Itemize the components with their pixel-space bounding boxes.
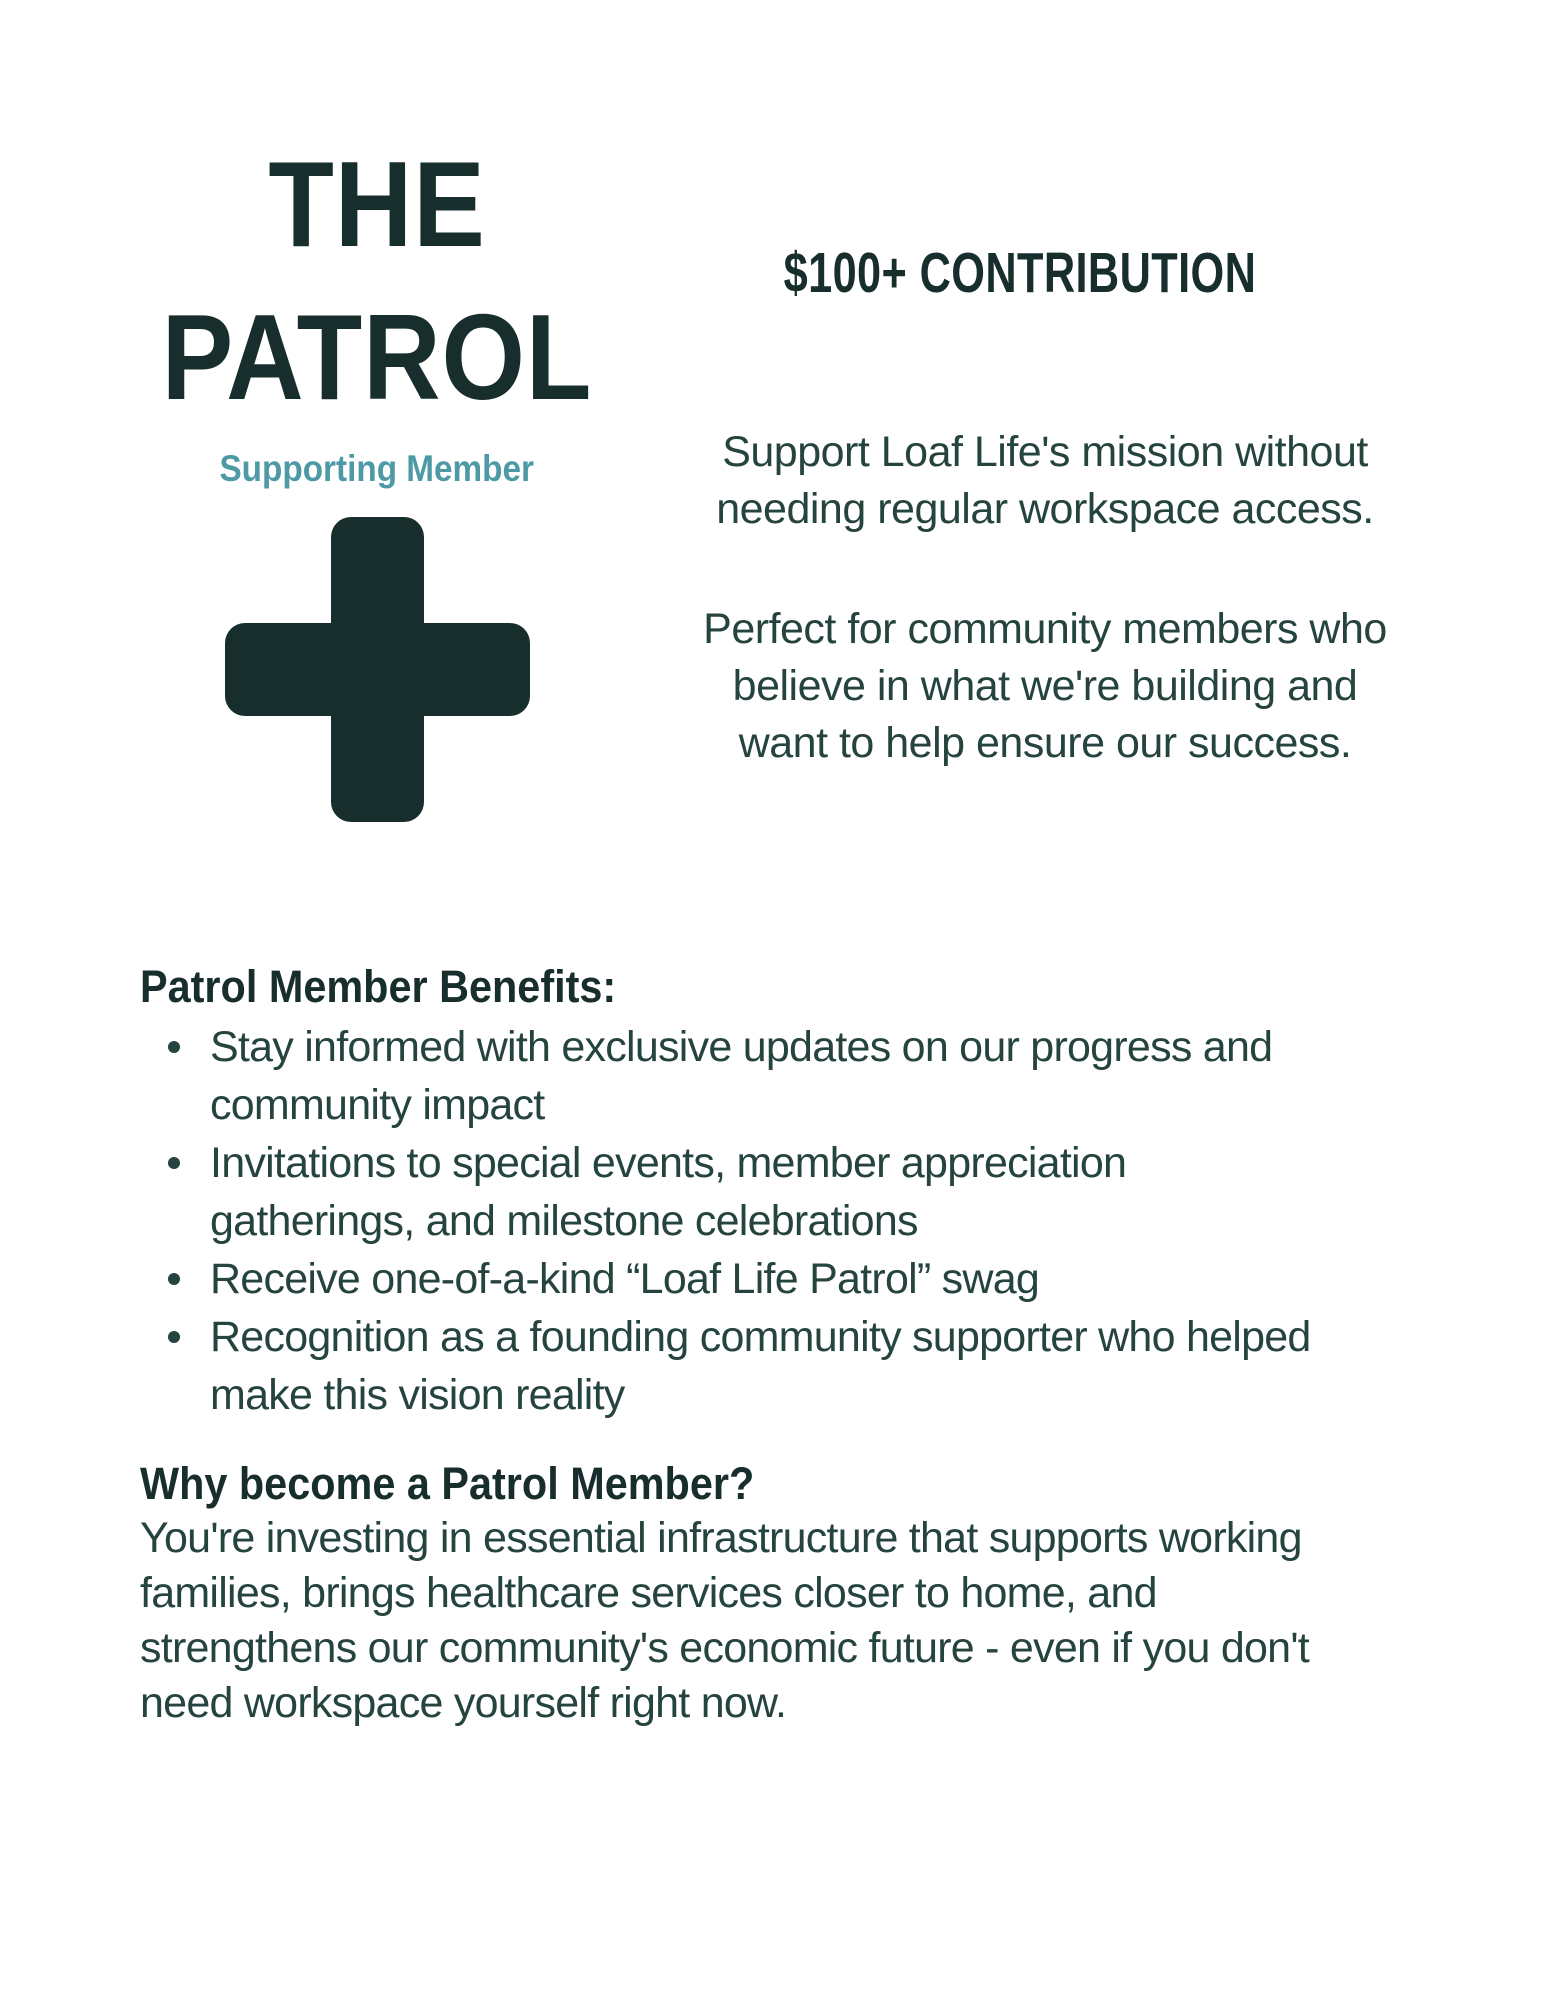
list-item — [168, 1250, 1311, 1308]
intro-paragraph-2-line: believe in what we're building and — [732, 662, 1358, 710]
intro-paragraph-2-line: want to help ensure our success. — [738, 719, 1352, 767]
why-paragraph-line: You're investing in essential infrastructure that supports working — [140, 1514, 1302, 1562]
why-heading: Why become a Patrol Member? — [140, 1458, 755, 1509]
title-line-2: PATROL — [161, 289, 593, 425]
benefit-text-line: community impact — [210, 1081, 545, 1129]
benefit-text-line: Receive one-of-a-kind “Loaf Life Patrol” swag — [210, 1255, 1040, 1303]
bullet-dot-icon — [168, 1041, 180, 1053]
membership-tier-label: Supporting Member — [219, 448, 535, 489]
benefits-heading: Patrol Member Benefits: — [140, 961, 617, 1012]
benefit-text — [210, 1308, 1311, 1424]
plus-cross-icon — [225, 517, 530, 822]
why-paragraph-line: strengthens our community's economic future - even if you don't — [140, 1624, 1309, 1672]
bullet-dot-icon — [168, 1157, 180, 1169]
benefit-text — [210, 1018, 1272, 1134]
list-item — [168, 1018, 1311, 1134]
intro-paragraph-1-line: needing regular workspace access. — [716, 485, 1374, 533]
list-item — [168, 1134, 1311, 1250]
benefit-text-line: Stay informed with exclusive updates on our progress and — [210, 1023, 1273, 1071]
bullet-dot-icon — [168, 1273, 180, 1285]
intro-paragraph-2-line: Perfect for community members who — [703, 605, 1387, 653]
benefit-text-line: make this vision reality — [210, 1371, 625, 1419]
bullet-dot-icon — [168, 1331, 180, 1343]
benefit-text — [210, 1250, 1039, 1308]
contribution-amount-heading — [520, 238, 1520, 308]
why-paragraph-line: need workspace yourself right now. — [140, 1679, 787, 1727]
contribution-amount-label: $100+ CONTRIBUTION — [783, 241, 1257, 305]
intro-paragraph-1-line: Support Loaf Life's mission without — [722, 428, 1368, 476]
benefit-text — [210, 1134, 1126, 1250]
why-paragraph-line: families, brings healthcare services closer to home, and — [140, 1569, 1157, 1617]
benefits-list — [168, 1018, 1311, 1424]
benefit-text-line: gatherings, and milestone celebrations — [210, 1197, 918, 1245]
title-line-1: THE — [268, 136, 486, 272]
membership-tier-subtitle — [102, 446, 652, 492]
benefit-text-line: Recognition as a founding community supporter who helped — [210, 1313, 1311, 1361]
list-item — [168, 1308, 1311, 1424]
why-paragraph — [140, 1511, 1309, 1731]
intro-paragraph-1 — [650, 424, 1440, 538]
intro-paragraph-2 — [650, 601, 1440, 772]
benefit-text-line: Invitations to special events, member appreciation — [210, 1139, 1127, 1187]
plus-cross-horizontal-bar — [225, 623, 530, 716]
